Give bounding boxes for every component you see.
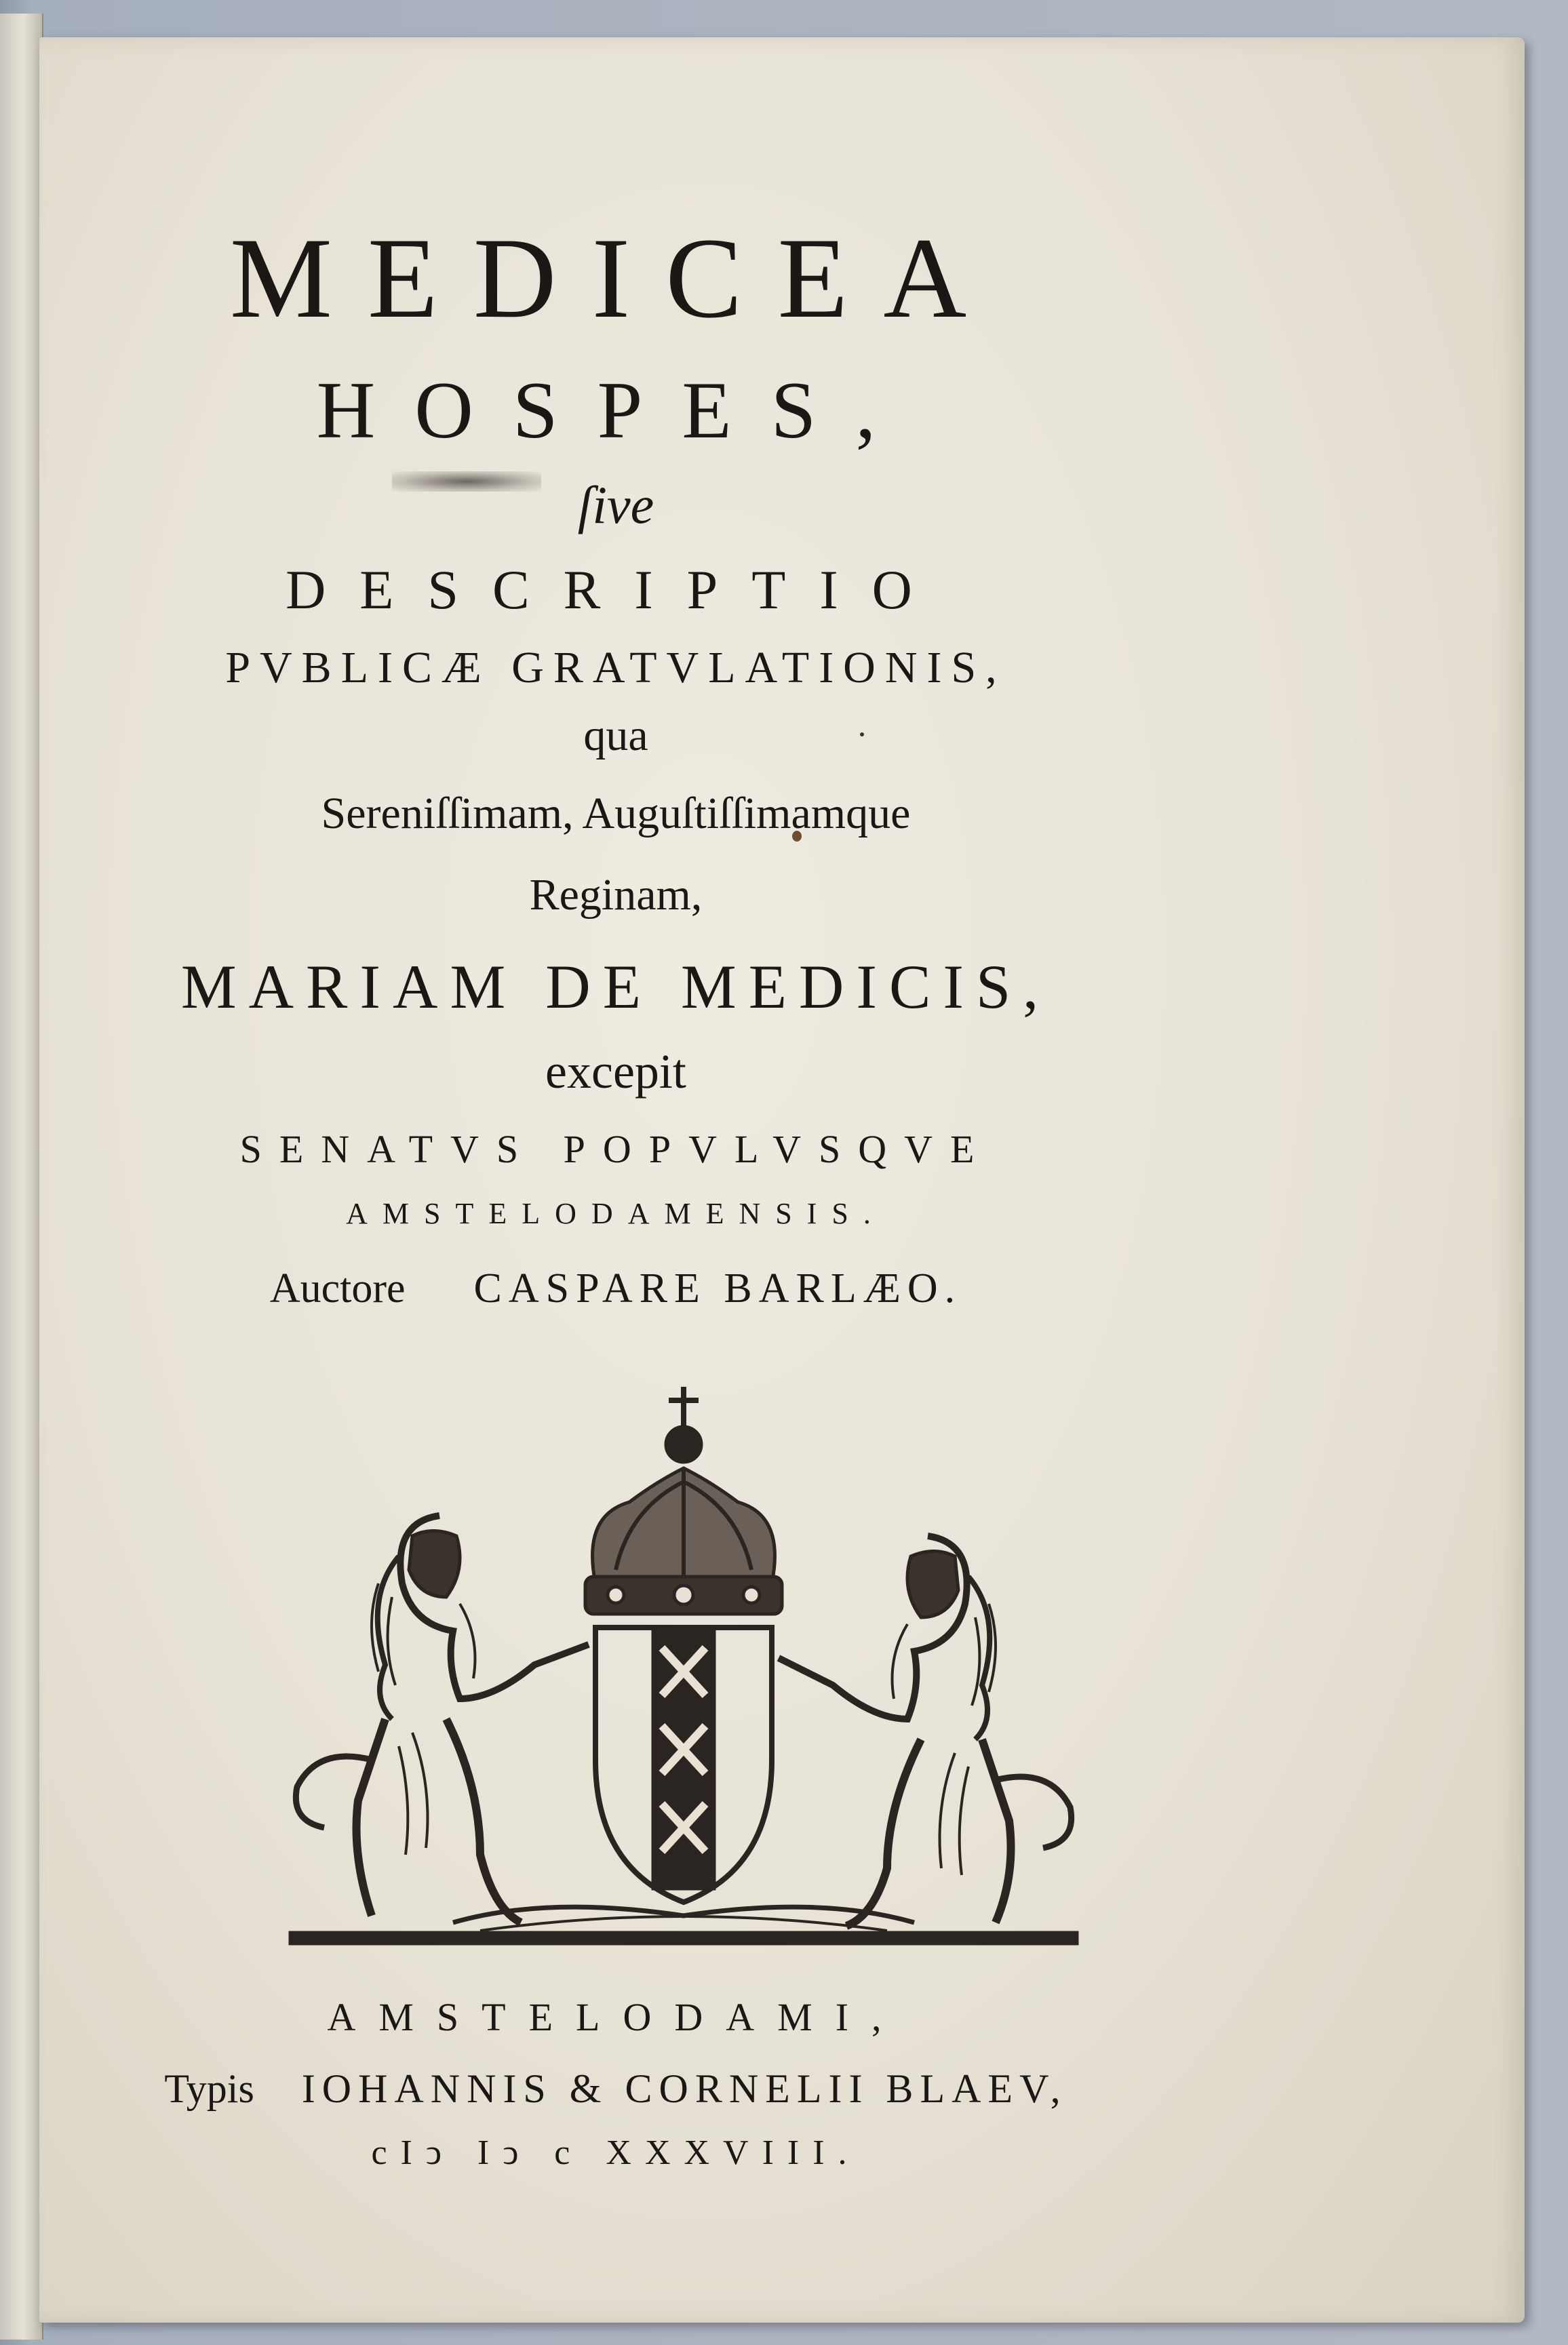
author-prefix: Auctore [269,1265,406,1312]
title-line-1: MEDICEA [229,214,1002,342]
imprint-printer-line [39,2058,1192,2119]
subtitle-line-1: DESCRIPTIO [286,559,946,620]
imprint-year: cIↄ Iↄ c XXXVIII. [371,2133,861,2172]
author-line [39,1258,1192,1319]
senate-line-1: SENATVS POPVLVSQVE [239,1127,992,1171]
amsterdam-coat-of-arms-icon [277,1380,1091,1977]
subtitle-line-3: qua [583,711,648,760]
subtitle-line-2: PVBLICÆ GRATVLATIONIS, [225,643,1006,692]
excepit-line: excepit [545,1044,686,1099]
title-line-3: ſive [577,475,654,534]
imprint-printer: IOHANNIS & CORNELII BLAEV, [301,2066,1067,2111]
imprint-place: AMSTELODAMI, [327,1995,905,2039]
honoree-name: MARIAM DE MEDICIS, [180,952,1051,1021]
senate-line-2: AMSTELODAMENSIS. [346,1197,886,1230]
title-page [39,37,1525,2323]
subtitle-line-5: Reginam, [529,870,703,920]
title-line-2: HOSPES, [316,365,916,455]
author-name: CASPARE BARLÆO. [473,1265,962,1312]
facing-page-edge [0,14,43,2340]
subtitle-line-4: Sereniſſimam, Auguſtiſſimamque [321,789,911,838]
imprint-printer-prefix: Typis [164,2066,254,2111]
